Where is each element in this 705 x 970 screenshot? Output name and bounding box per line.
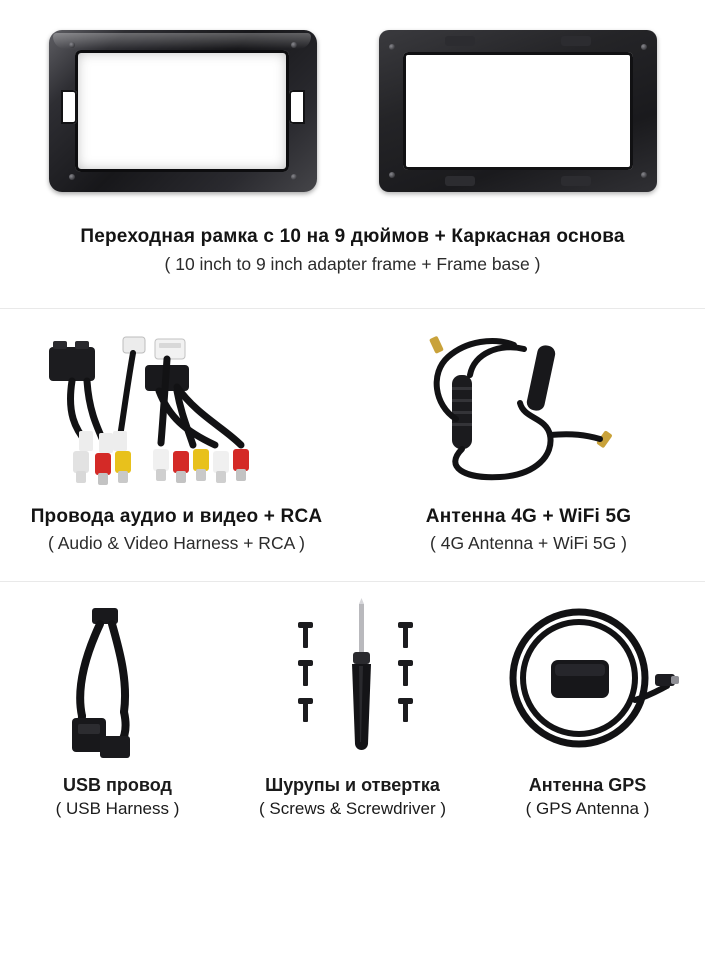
section-accessories	[0, 582, 705, 819]
harness-antenna-row	[0, 309, 705, 556]
mount-tab	[445, 36, 475, 46]
antenna-4g-wifi-illustration	[404, 327, 654, 497]
screw-hole-icon	[291, 174, 297, 180]
antenna-caption-ru: Антенна 4G + WiFi 5G	[425, 505, 632, 527]
screw-hole-icon	[389, 44, 395, 50]
screw-hole-icon	[291, 42, 297, 48]
antenna-caption-en: ( 4G Antenna + WiFi 5G )	[430, 533, 627, 554]
harness-caption-ru: Провода аудио и видео + RCA	[30, 505, 323, 527]
gps-caption-ru: Антенна GPS	[528, 775, 647, 795]
cell-4g-wifi-antenna	[353, 327, 705, 556]
screw-hole-icon	[641, 172, 647, 178]
screw-hole-icon	[641, 44, 647, 50]
screw-hole-icon	[69, 174, 75, 180]
mount-tab	[561, 36, 591, 46]
usb-caption-ru: USB провод	[63, 775, 172, 795]
frame-notch-left	[61, 90, 77, 124]
mount-tab	[445, 176, 475, 186]
screws-caption-en: ( Screws & Screwdriver )	[258, 799, 447, 818]
usb-harness-illustration	[28, 596, 208, 771]
adapter-frame-gloss	[49, 30, 317, 192]
usb-caption-en: ( USB Harness )	[55, 799, 180, 818]
screws-screwdriver-illustration	[263, 596, 443, 771]
section-frames	[0, 0, 705, 276]
cell-usb-harness	[0, 596, 235, 819]
frame-base-matte	[379, 30, 657, 192]
frames-caption-en: ( 10 inch to 9 inch adapter frame + Frame base )	[164, 253, 541, 274]
cell-audio-video-harness	[1, 327, 353, 556]
section-harness-antenna	[0, 309, 705, 556]
screws-caption-ru: Шурупы и отвертка	[265, 775, 440, 795]
frame-notch-right	[289, 90, 305, 124]
gloss-highlight	[53, 33, 311, 49]
cell-screws-screwdriver	[235, 596, 470, 819]
gps-caption-en: ( GPS Antenna )	[525, 799, 650, 818]
audio-video-harness-illustration	[27, 327, 327, 497]
screw-hole-icon	[389, 172, 395, 178]
mount-tab	[561, 176, 591, 186]
harness-caption-en: ( Audio & Video Harness + RCA )	[48, 533, 305, 554]
screw-hole-icon	[69, 42, 75, 48]
accessories-row	[0, 582, 705, 819]
cell-gps-antenna	[470, 596, 705, 819]
frames-row	[0, 0, 705, 205]
gps-antenna-illustration	[493, 596, 683, 771]
rca-plug-group	[73, 449, 249, 485]
frames-caption-ru: Переходная рамка с 10 на 9 дюймов + Каркасная основа	[80, 226, 625, 247]
